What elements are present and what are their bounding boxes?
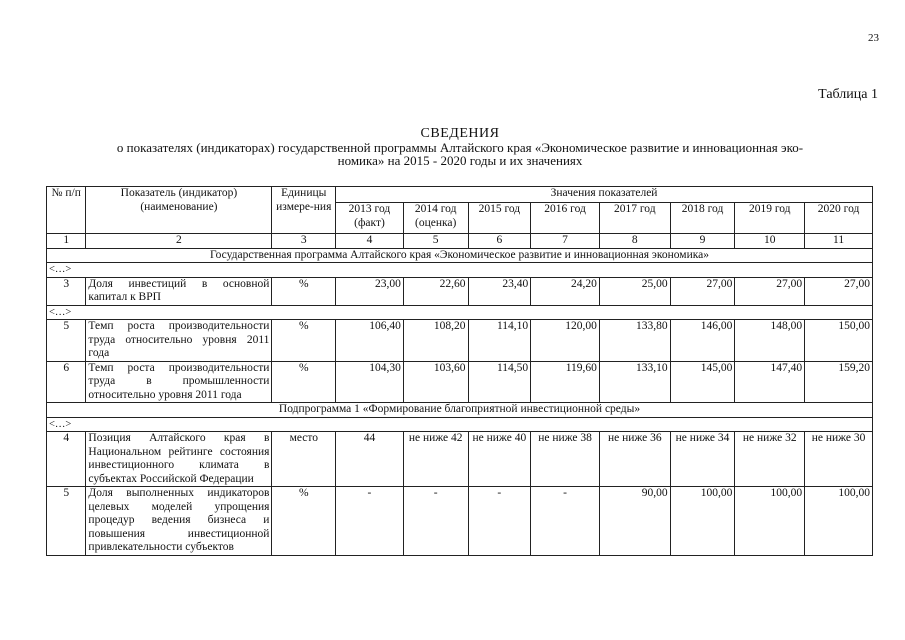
column-number: 10 (735, 234, 805, 249)
header-year: 2013 год (факт) (336, 203, 404, 234)
row-indicator: Темп роста производительности труда относительно уровня 2011 года (86, 320, 272, 362)
column-number: 8 (599, 234, 670, 249)
header-year: 2020 год (805, 203, 873, 234)
row-value: не ниже 36 (599, 432, 670, 487)
column-number: 5 (403, 234, 468, 249)
row-unit: % (272, 277, 336, 305)
ellipsis-row (47, 263, 873, 278)
row-value: 27,00 (670, 277, 735, 305)
row-value: 90,00 (599, 487, 670, 556)
row-value: не ниже 30 (805, 432, 873, 487)
row-value: 23,40 (468, 277, 531, 305)
table-row (47, 277, 873, 305)
row-value: 25,00 (599, 277, 670, 305)
page-number: 23 (868, 32, 879, 44)
row-value: 114,50 (468, 361, 531, 403)
row-value: - (336, 487, 404, 556)
row-indicator: Темп роста производительности труда в промышленности относительно уровня 2011 года (86, 361, 272, 403)
row-value: 150,00 (805, 320, 873, 362)
section-row (47, 248, 873, 263)
row-value: 44 (336, 432, 404, 487)
header-year: 2017 год (599, 203, 670, 234)
table-row (47, 361, 873, 403)
row-indicator: Доля выполненных индикаторов целевых моделей упрощения процедур ведения бизнеса и повышения инвестиционной привлекательности субъектов (86, 487, 272, 556)
row-unit: место (272, 432, 336, 487)
row-value: не ниже 32 (735, 432, 805, 487)
section-row (47, 403, 873, 418)
column-number: 7 (531, 234, 600, 249)
row-value: 22,60 (403, 277, 468, 305)
row-value: 106,40 (336, 320, 404, 362)
column-number: 4 (336, 234, 404, 249)
row-value: 148,00 (735, 320, 805, 362)
row-value: 119,60 (531, 361, 600, 403)
row-value: 133,80 (599, 320, 670, 362)
column-number: 3 (272, 234, 336, 249)
row-value: 133,10 (599, 361, 670, 403)
table-row (47, 320, 873, 362)
header-num: № п/п (47, 187, 86, 234)
row-value: 100,00 (670, 487, 735, 556)
header-year: 2018 год (670, 203, 735, 234)
row-value: 27,00 (805, 277, 873, 305)
row-value: 147,40 (735, 361, 805, 403)
table-row (47, 487, 873, 556)
row-value: - (403, 487, 468, 556)
column-numbers-row (47, 234, 873, 249)
row-value: не ниже 40 (468, 432, 531, 487)
row-unit: % (272, 320, 336, 362)
row-unit: % (272, 361, 336, 403)
ellipsis-row (47, 417, 873, 432)
row-indicator: Доля инвестиций в основной капитал к ВРП (86, 277, 272, 305)
row-value: 120,00 (531, 320, 600, 362)
row-value: 100,00 (735, 487, 805, 556)
header-indicator: Показатель (индикатор) (наименование) (86, 187, 272, 234)
ellipsis: <…> (47, 305, 873, 320)
header-unit: Единицы измере-ния (272, 187, 336, 234)
title-line-2: номика» на 2015 - 2020 годы и их значениях (337, 153, 583, 168)
ellipsis: <…> (47, 263, 873, 278)
header-year: 2014 год (оценка) (403, 203, 468, 234)
header-year: 2015 год (468, 203, 531, 234)
row-num: 6 (47, 361, 86, 403)
row-num: 5 (47, 487, 86, 556)
row-num: 4 (47, 432, 86, 487)
row-value: не ниже 42 (403, 432, 468, 487)
row-value: 145,00 (670, 361, 735, 403)
header-values-group: Значения показателей (336, 187, 873, 203)
header-year: 2019 год (735, 203, 805, 234)
row-value: 114,10 (468, 320, 531, 362)
column-number: 11 (805, 234, 873, 249)
row-value: 23,00 (336, 277, 404, 305)
row-value: 146,00 (670, 320, 735, 362)
header-row (47, 187, 873, 203)
title-line-1: о показателях (индикаторах) государственной программы Алтайского края «Экономическое развитие и инновационная эко- (116, 140, 804, 155)
row-value: 104,30 (336, 361, 404, 403)
row-value: 159,20 (805, 361, 873, 403)
table-label: Таблица 1 (818, 87, 878, 102)
ellipsis-row (47, 305, 873, 320)
ellipsis: <…> (47, 417, 873, 432)
document-title (40, 126, 880, 167)
row-value: 27,00 (735, 277, 805, 305)
column-number: 9 (670, 234, 735, 249)
column-number: 6 (468, 234, 531, 249)
table-row (47, 432, 873, 487)
row-value: не ниже 38 (531, 432, 600, 487)
row-value: 24,20 (531, 277, 600, 305)
column-number: 2 (86, 234, 272, 249)
header-year: 2016 год (531, 203, 600, 234)
row-indicator: Позиция Алтайского края в Национальном рейтинге состояния инвестиционного климата в субъектах Российской Федерации (86, 432, 272, 487)
row-unit: % (272, 487, 336, 556)
section-subprogram: Подпрограмма 1 «Формирование благоприятной инвестиционной среды» (47, 403, 873, 418)
row-num: 3 (47, 277, 86, 305)
row-value: не ниже 34 (670, 432, 735, 487)
title-main: СВЕДЕНИЯ (420, 126, 500, 141)
section-program: Государственная программа Алтайского края «Экономическое развитие и инновационная экономика» (47, 248, 873, 263)
row-value: 100,00 (805, 487, 873, 556)
row-value: 103,60 (403, 361, 468, 403)
row-value: 108,20 (403, 320, 468, 362)
row-value: - (468, 487, 531, 556)
row-value: - (531, 487, 600, 556)
indicators-table (46, 186, 873, 556)
column-number: 1 (47, 234, 86, 249)
row-num: 5 (47, 320, 86, 362)
